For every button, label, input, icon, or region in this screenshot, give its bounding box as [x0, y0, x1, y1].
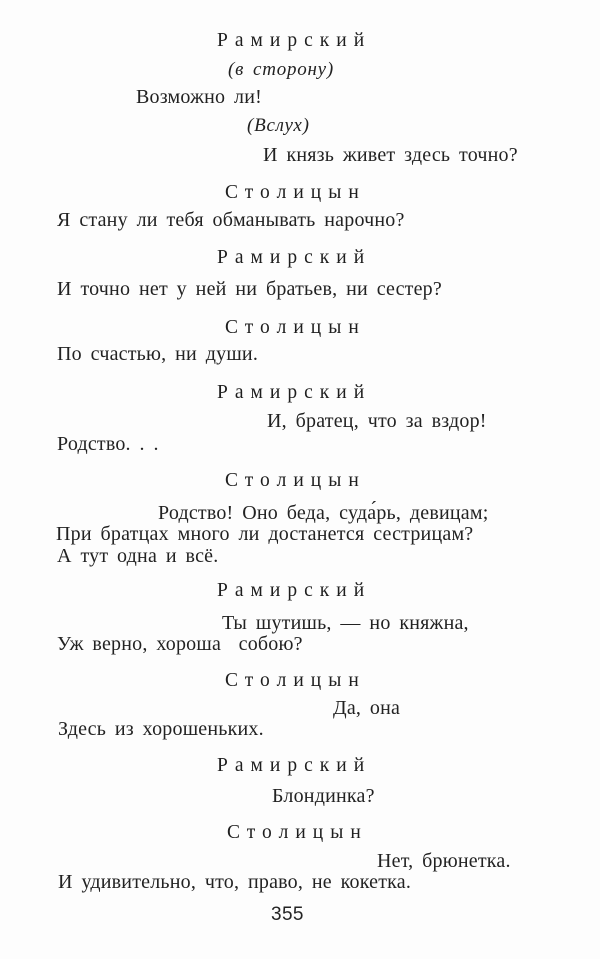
dialogue-line: Ты шутишь, — но княжна, — [222, 612, 469, 634]
stage-direction: (Вслух) — [247, 115, 310, 136]
speaker-name: Рамирский — [217, 382, 372, 403]
dialogue-line: И, братец, что за вздор! — [267, 410, 487, 432]
speaker-name: Рамирский — [217, 755, 372, 776]
dialogue-line: Родство! Оно беда, суда́рь, девицам; — [158, 502, 489, 524]
dialogue-line: По счастью, ни души. — [57, 343, 259, 365]
dialogue-line: Уж верно, хороша собою? — [57, 633, 303, 655]
speaker-name: Столицын — [227, 822, 368, 843]
speaker-name: Столицын — [225, 182, 366, 203]
dialogue-line: Возможно ли! — [136, 86, 262, 108]
dialogue-line: Нет, брюнетка. — [377, 850, 511, 872]
dialogue-line: Здесь из хорошеньких. — [58, 718, 264, 740]
speaker-name: Рамирский — [217, 580, 372, 601]
dialogue-line: При братцах много ли достанется сестрицам? — [56, 523, 474, 545]
dialogue-line: Я стану ли тебя обманывать нарочно? — [57, 209, 405, 231]
stage-direction: (в сторону) — [228, 59, 334, 80]
dialogue-line: И точно нет у ней ни братьев, ни сестер? — [57, 278, 442, 300]
speaker-name: Столицын — [225, 470, 366, 491]
dialogue-line: Да, она — [333, 697, 401, 719]
speaker-name: Рамирский — [217, 30, 372, 51]
dialogue-line: И удивительно, что, право, не кокетка. — [58, 871, 412, 893]
speaker-name: Столицын — [225, 317, 366, 338]
dialogue-line: Родство. . . — [57, 433, 159, 455]
speaker-name: Столицын — [225, 670, 366, 691]
speaker-name: Рамирский — [217, 247, 372, 268]
dialogue-line: И князь живет здесь точно? — [263, 144, 518, 166]
page-number: 355 — [271, 904, 304, 925]
dialogue-line: А тут одна и всё. — [57, 545, 219, 567]
dialogue-line: Блондинка? — [272, 785, 375, 807]
